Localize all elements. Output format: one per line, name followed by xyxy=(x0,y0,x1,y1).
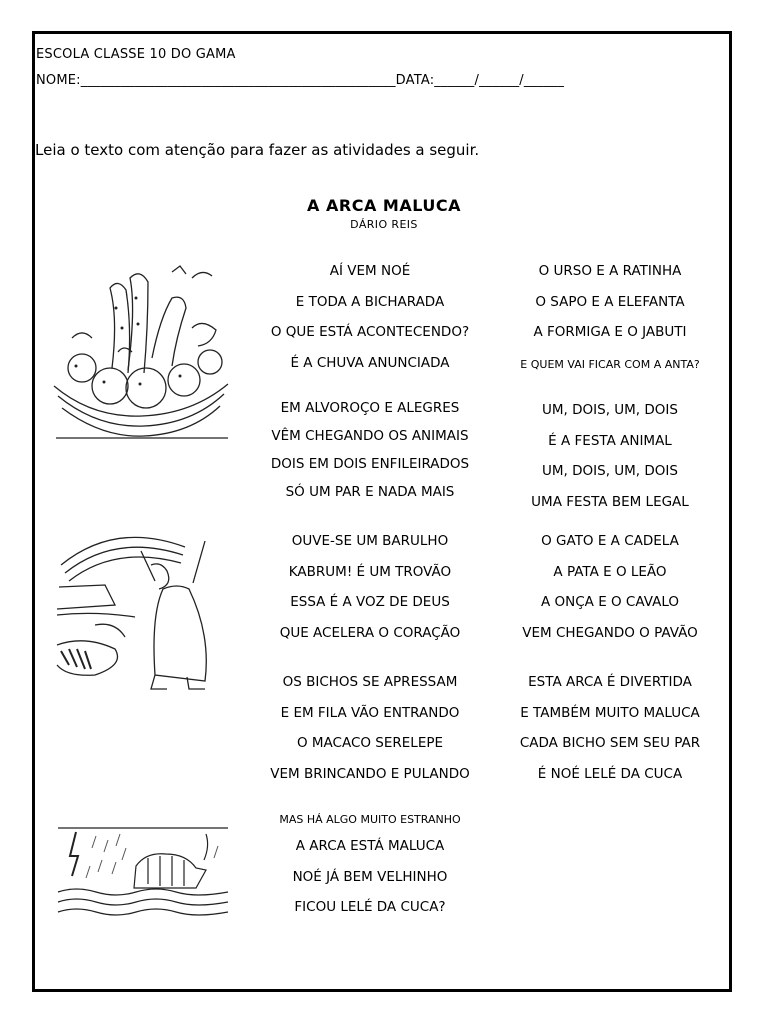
poem-line: O SAPO E A ELEFANTA xyxy=(535,293,685,310)
poem-line: CADA BICHO SEM SEU PAR xyxy=(519,735,701,751)
poem-line: A PATA E O LEÃO xyxy=(553,563,667,580)
poem-line: E TODA A BICHARADA xyxy=(295,293,445,310)
poem-line: A ONÇA E O CAVALO xyxy=(540,594,679,610)
poem-line: OS BICHOS SE APRESSAM xyxy=(282,674,458,690)
poem-line: MAS HÁ ALGO MUITO ESTRANHO xyxy=(279,813,461,826)
poem-line: FICOU LELÉ DA CUCA? xyxy=(294,899,446,915)
poem-line: ESTA ARCA É DIVERTIDA xyxy=(528,674,692,690)
stanza-3 xyxy=(250,531,490,653)
stanza-5 xyxy=(250,810,490,928)
poem-line: UM, DOIS, UM, DOIS xyxy=(542,463,678,479)
stanza-6 xyxy=(490,261,730,383)
poem-line: QUE ACELERA O CORAÇÃO xyxy=(279,624,461,641)
poem-line: EM ALVOROÇO E ALEGRES xyxy=(280,400,460,416)
worksheet-header xyxy=(36,45,564,97)
ark-animals-illustration xyxy=(52,258,230,444)
stanza-7 xyxy=(490,400,730,522)
stanza-2 xyxy=(250,398,490,510)
poem-line: O URSO E A RATINHA xyxy=(538,263,682,279)
poem-line: VEM BRINCANDO E PULANDO xyxy=(270,765,470,782)
school-name: ESCOLA CLASSE 10 DO GAMA xyxy=(36,47,236,62)
poem-line: E TAMBÉM MUITO MALUCA xyxy=(520,704,700,721)
poem-line: KABRUM! É UM TROVÃO xyxy=(288,563,452,580)
poem-line: VEM CHEGANDO O PAVÃO xyxy=(522,624,698,641)
poem-line: E EM FILA VÃO ENTRANDO xyxy=(280,704,460,721)
stanza-9 xyxy=(490,672,730,794)
poem-line: O QUE ESTÁ ACONTECENDO? xyxy=(270,324,470,340)
poem-line: O GATO E A CADELA xyxy=(541,533,679,549)
poem-line: É NOÉ LELÉ DA CUCA xyxy=(537,765,683,782)
poem-line: NOÉ JÁ BEM VELHINHO xyxy=(292,868,448,885)
poem-line: AÍ VEM NOÉ xyxy=(329,263,411,279)
poem-title: A ARCA MALUCA xyxy=(307,196,461,215)
poem-line: OUVE-SE UM BARULHO xyxy=(291,533,449,549)
poem-line: O MACACO SERELEPE xyxy=(296,735,444,751)
instruction-text: Leia o texto com atenção para fazer as atividades a seguir. xyxy=(35,141,480,159)
poem-line: É A FESTA ANIMAL xyxy=(548,432,672,449)
poem-author: DÁRIO REIS xyxy=(350,218,418,231)
poem-line: VÊM CHEGANDO OS ANIMAIS xyxy=(271,428,469,444)
poem-line: É A CHUVA ANUNCIADA xyxy=(290,354,450,371)
poem-line: DOIS EM DOIS ENFILEIRADOS xyxy=(270,456,470,472)
poem-line: UMA FESTA BEM LEGAL xyxy=(531,493,689,510)
stanza-1 xyxy=(250,261,490,383)
poem-line: A FORMIGA E O JABUTI xyxy=(533,324,687,340)
poem-line: E QUEM VAI FICAR COM A ANTA? xyxy=(520,357,700,371)
noah-rainbow-illustration xyxy=(55,525,235,697)
poem-line: UM, DOIS, UM, DOIS xyxy=(542,402,678,418)
ark-storm-illustration xyxy=(56,826,231,920)
poem-line: SÓ UM PAR E NADA MAIS xyxy=(285,484,455,500)
poem-line: A ARCA ESTÁ MALUCA xyxy=(295,838,445,854)
poem-line: ESSA É A VOZ DE DEUS xyxy=(290,594,450,610)
stanza-8 xyxy=(490,531,730,653)
stanza-4 xyxy=(250,672,490,794)
name-date-line: NOME:_______________________________________________DATA:______/______/______ xyxy=(36,73,565,88)
